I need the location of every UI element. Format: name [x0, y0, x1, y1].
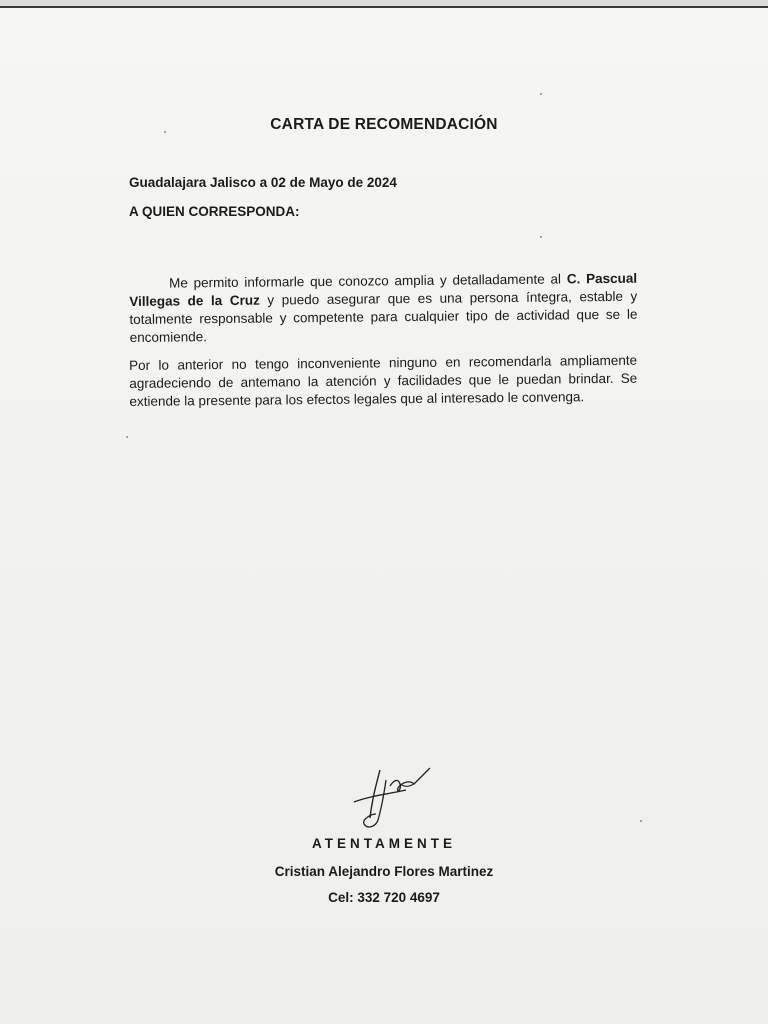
body-paragraph-1 — [129, 270, 638, 347]
recommended-person-name: C. Pascual Villegas de la Cruz — [129, 270, 638, 309]
greeting: A QUIEN CORRESPONDA: — [129, 204, 300, 219]
signer-name: Cristian Alejandro Flores Martinez — [274, 864, 494, 879]
date-line: Guadalajara Jalisco a 02 de Mayo de 2024 — [129, 175, 397, 190]
scan-speck — [540, 93, 542, 95]
closing-salutation: ATENTAMENTE — [312, 836, 456, 851]
scan-speck — [126, 436, 128, 438]
body-paragraph-2: Por lo anterior no tengo inconveniente ninguno en recomendarla ampliamente agradeciendo de antemano la atención y facilidades que le puedan brindar. Se extiende la presente para los efectos legales que al interesado le convenga. — [129, 352, 638, 409]
letter-title: CARTA DE RECOMENDACIÓN — [270, 116, 498, 133]
handwritten-signature — [340, 760, 440, 840]
scan-speck — [640, 820, 642, 822]
scan-speck — [540, 236, 542, 238]
para1-intro: Me permito informarle que conozco amplia y detalladamente al — [169, 271, 567, 291]
scan-speck — [164, 131, 166, 133]
para1-rest: y puedo asegurar que es una persona íntegra, estable y totalmente responsable y competente para cualquier tipo de actividad que se le encomiende. — [129, 288, 638, 345]
scan-top-edge — [0, 0, 768, 8]
signer-phone: Cel: 332 720 4697 — [328, 890, 440, 905]
